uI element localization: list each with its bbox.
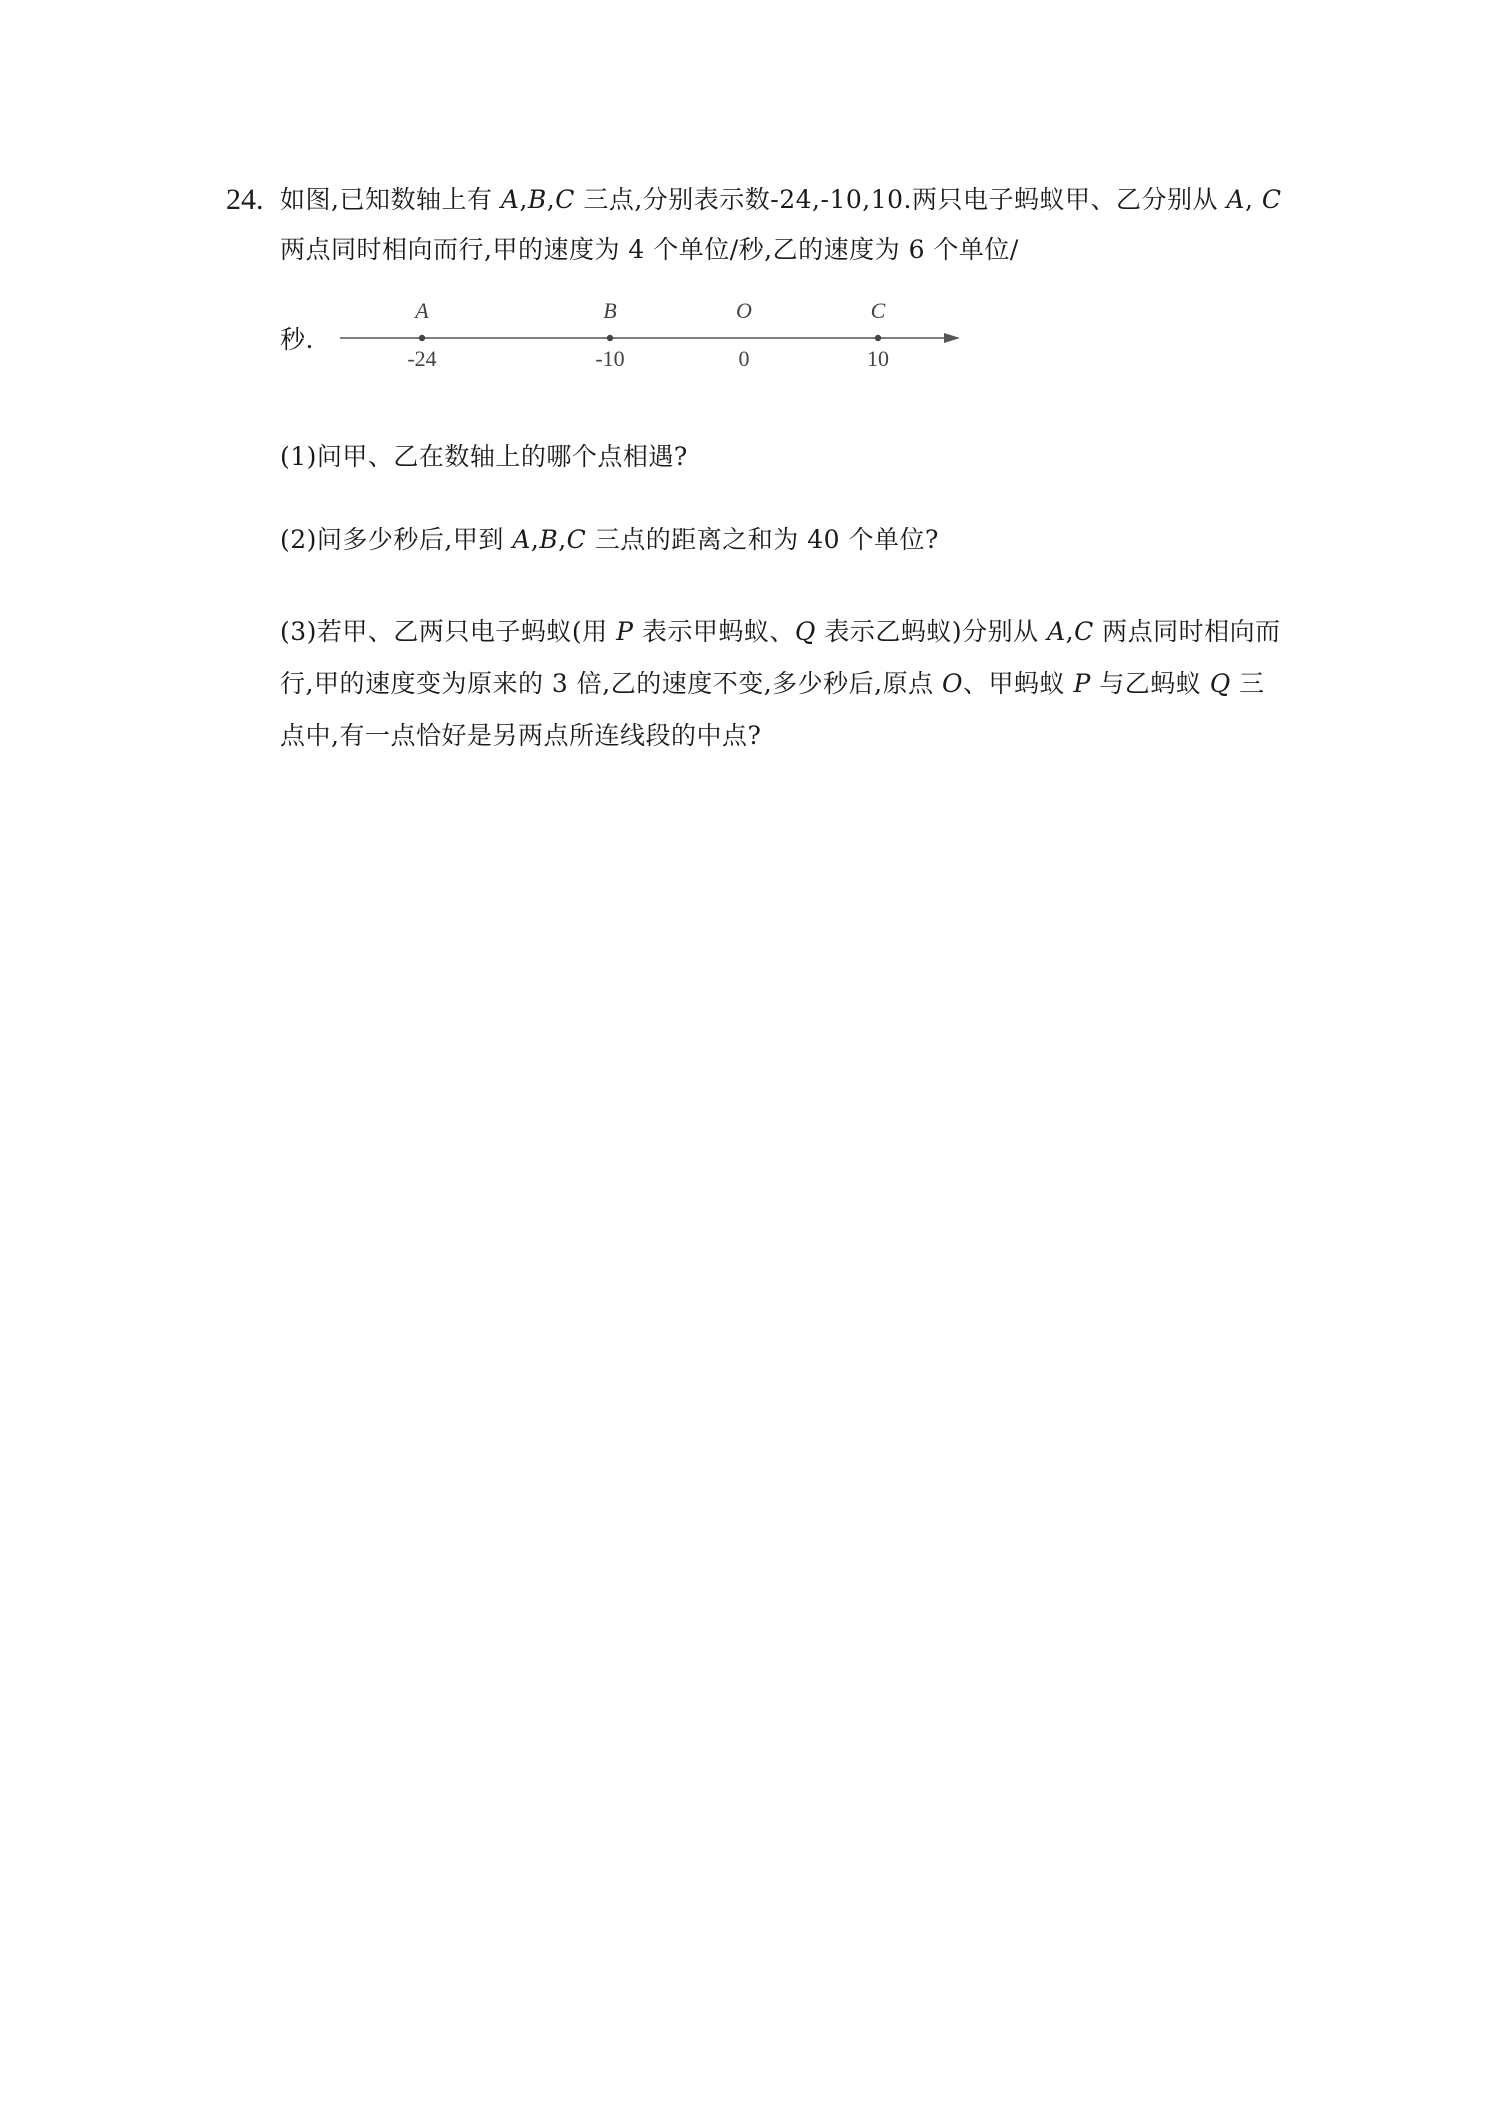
sub-question-3-line-1: (3)若甲、乙两只电子蚂蚁(用 P 表示甲蚂蚁、Q 表示乙蚂蚁)分别从 A,C 两点同时相向而	[280, 617, 1281, 646]
sub-question-1: (1)问甲、乙在数轴上的哪个点相遇?	[280, 442, 688, 471]
point-c	[867, 298, 889, 371]
question-stem-line-2: 两点同时相向而行,甲的速度为 4 个单位/秒,乙的速度为 6 个单位/	[280, 235, 1019, 264]
axis-arrow-icon	[944, 333, 960, 343]
point-b-letter: B	[603, 298, 617, 323]
point-o	[736, 298, 752, 371]
number-line-svg	[330, 290, 970, 370]
question-number: 24.	[226, 183, 264, 216]
point-b-value: -10	[595, 346, 625, 371]
point-b-dot	[607, 335, 613, 341]
point-c-letter: C	[870, 298, 886, 323]
sub-question-2: (2)问多少秒后,甲到 A,B,C 三点的距离之和为 40 个单位?	[280, 525, 939, 554]
sub-question-3-line-2: 行,甲的速度变为原来的 3 倍,乙的速度不变,多少秒后,原点 O、甲蚂蚁 P 与乙蚂蚁 Q 三	[280, 669, 1265, 698]
sub-question-3-line-3: 点中,有一点恰好是另两点所连线段的中点?	[280, 721, 762, 750]
point-o-value: 0	[738, 346, 750, 371]
point-o-letter: O	[736, 298, 752, 323]
number-line-figure	[330, 290, 970, 370]
point-a-value: -24	[407, 346, 437, 371]
point-c-dot	[875, 335, 881, 341]
question-stem-line-3: 秒.	[280, 325, 314, 354]
question-stem-line-1: 如图,已知数轴上有 A,B,C 三点,分别表示数-24,-10,10.两只电子蚂蚁甲、乙分别从 A, C	[280, 185, 1282, 214]
point-b	[595, 298, 624, 371]
point-c-value: 10	[867, 346, 889, 371]
point-a-letter: A	[415, 298, 429, 323]
point-a	[407, 298, 436, 371]
point-a-dot	[419, 335, 425, 341]
